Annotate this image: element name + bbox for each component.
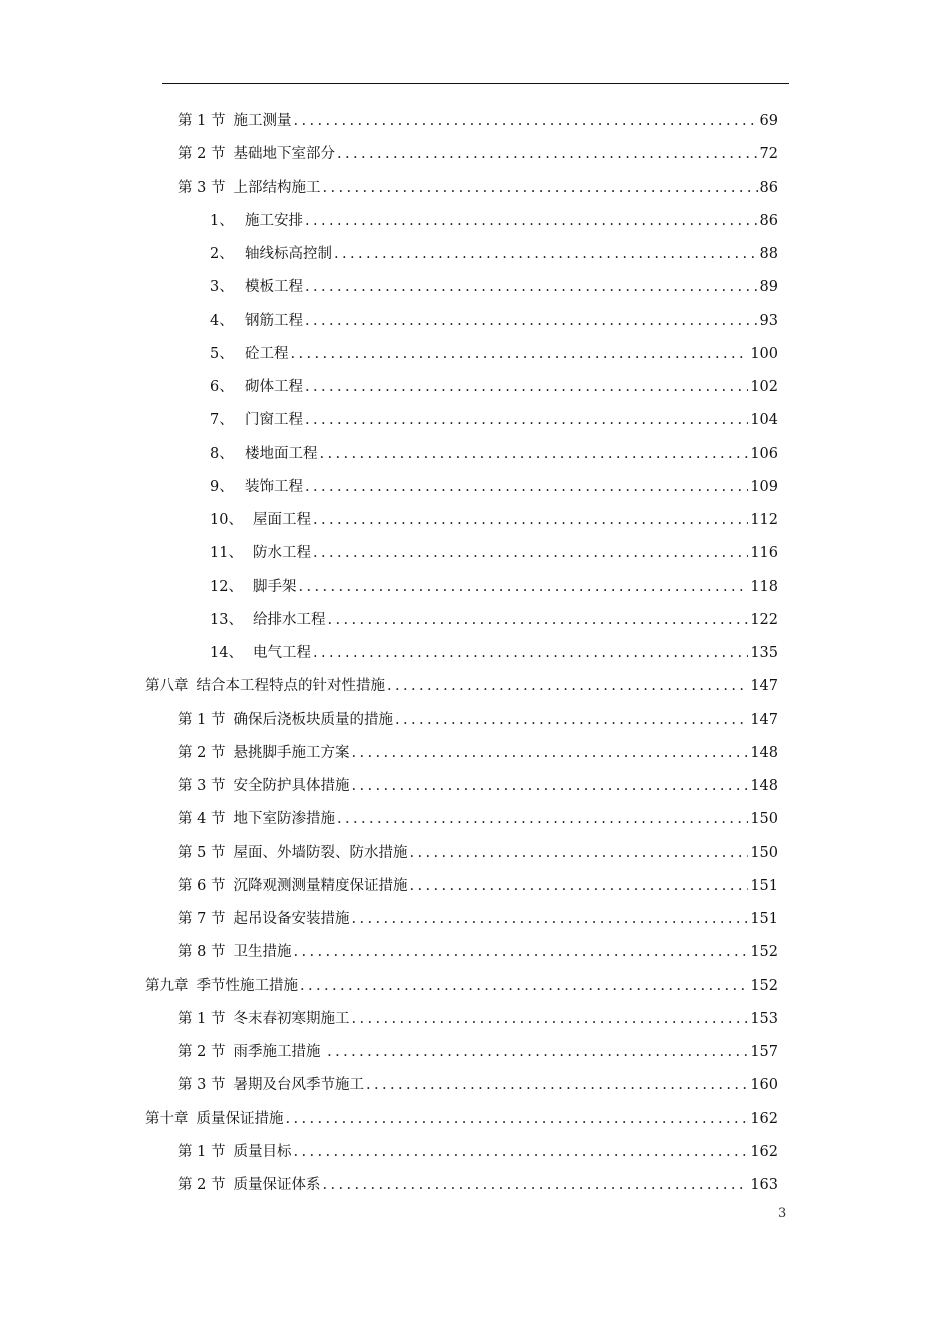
header-rule xyxy=(162,83,789,84)
toc-entry-title: 沉降观测测量精度保证措施 xyxy=(233,877,408,894)
toc-dot-leader xyxy=(409,837,748,870)
toc-entry[interactable] xyxy=(210,571,778,604)
toc-entry[interactable] xyxy=(210,471,778,504)
toc-entry-title: 给排水工程 xyxy=(253,611,326,628)
toc-entry-number: 12、 xyxy=(210,578,243,595)
toc-entry-page: 151 xyxy=(750,911,778,927)
toc-entry[interactable] xyxy=(145,670,778,703)
toc-entry-number: 1、 xyxy=(210,212,234,229)
toc-entry[interactable] xyxy=(178,737,778,770)
toc-dot-leader xyxy=(328,604,749,637)
toc-entry-title: 屋面、外墙防裂、防水措施 xyxy=(233,844,408,861)
toc-entry-page: 106 xyxy=(750,445,778,462)
toc-entry-page: 88 xyxy=(759,246,778,262)
toc-dot-leader xyxy=(351,737,748,770)
toc-dot-leader xyxy=(387,670,748,703)
toc-entry-title: 钢筋工程 xyxy=(245,312,303,329)
toc-entry[interactable] xyxy=(178,870,778,903)
toc-entry-title: 卫生措施 xyxy=(233,944,292,961)
toc-dot-leader xyxy=(334,238,758,271)
toc-entry-page: 162 xyxy=(750,1110,778,1127)
toc-dot-leader xyxy=(395,704,748,737)
toc-entry-page: 102 xyxy=(750,379,778,395)
toc-entry-title: 装饰工程 xyxy=(245,478,303,495)
toc-entry[interactable] xyxy=(178,837,778,870)
toc-entry-number: 第 2 节 xyxy=(178,1177,226,1193)
toc-entry-number: 第九章 xyxy=(145,977,189,994)
toc-entry-number: 11、 xyxy=(210,545,243,562)
toc-entry-page: 152 xyxy=(750,977,778,994)
toc-dot-leader xyxy=(366,1069,748,1102)
toc-entry-title: 防水工程 xyxy=(253,545,311,562)
toc-entry-title: 上部结构施工 xyxy=(233,179,321,196)
toc-entry-title: 安全防护具体措施 xyxy=(233,778,350,794)
toc-dot-leader xyxy=(305,404,748,437)
toc-entry-page: 163 xyxy=(750,1177,778,1193)
toc-entry[interactable] xyxy=(178,1136,778,1169)
toc-entry-number: 第 1 节 xyxy=(178,1010,226,1027)
toc-dot-leader xyxy=(351,770,748,803)
toc-dot-leader xyxy=(313,537,748,570)
toc-entry-number: 3、 xyxy=(210,279,234,296)
toc-entry[interactable] xyxy=(210,205,778,238)
toc-entry-title: 冬末春初寒期施工 xyxy=(233,1010,350,1027)
toc-dot-leader xyxy=(305,305,758,338)
page-number: 3 xyxy=(778,1206,787,1221)
toc-entry-page: 122 xyxy=(750,611,778,628)
toc-entry-number: 14、 xyxy=(210,645,243,661)
toc-entry-number: 6、 xyxy=(210,379,234,395)
toc-entry[interactable] xyxy=(210,271,778,304)
toc-dot-leader xyxy=(351,1003,748,1036)
toc-entry-title: 屋面工程 xyxy=(253,512,311,528)
toc-entry-page: 112 xyxy=(750,512,778,528)
toc-entry-title: 确保后浇板块质量的措施 xyxy=(233,711,393,728)
toc-entry-page: 148 xyxy=(750,778,778,794)
toc-entry-number: 第 2 节 xyxy=(178,744,226,761)
toc-dot-leader xyxy=(320,438,749,471)
toc-entry-page: 150 xyxy=(750,811,778,828)
toc-entry-title: 门窗工程 xyxy=(245,412,303,429)
toc-entry-number: 9、 xyxy=(210,478,234,495)
toc-entry-page: 147 xyxy=(750,678,778,695)
toc-entry-number: 第 3 节 xyxy=(178,1077,226,1094)
toc-entry[interactable] xyxy=(178,1169,778,1202)
toc-entry-number: 第 1 节 xyxy=(178,711,226,728)
toc-entry-number: 第八章 xyxy=(145,678,189,695)
toc-entry-page: 160 xyxy=(750,1077,778,1094)
toc-entry-number: 5、 xyxy=(210,345,234,362)
toc-entry-page: 104 xyxy=(750,412,778,429)
toc-entry-title: 轴线标高控制 xyxy=(245,246,332,262)
toc-dot-leader xyxy=(322,172,757,205)
toc-entry-page: 93 xyxy=(759,312,778,329)
toc-entry[interactable] xyxy=(178,936,778,969)
toc-entry-number: 第 2 节 xyxy=(178,146,226,163)
toc-entry-page: 118 xyxy=(750,578,778,595)
toc-entry-title: 结合本工程特点的针对性措施 xyxy=(196,678,385,695)
toc-dot-leader xyxy=(337,803,748,836)
toc-entry-page: 157 xyxy=(750,1044,778,1060)
toc-entry-title: 雨季施工措施 xyxy=(233,1044,326,1060)
toc-entry-title: 电气工程 xyxy=(253,645,311,661)
toc-dot-leader xyxy=(293,1136,748,1169)
toc-entry-page: 135 xyxy=(750,645,778,661)
toc-entry-number: 第 8 节 xyxy=(178,944,226,961)
toc-entry-page: 162 xyxy=(750,1143,778,1160)
toc-entry[interactable] xyxy=(178,138,778,171)
toc-dot-leader xyxy=(327,1036,748,1069)
toc-entry-title: 悬挑脚手施工方案 xyxy=(233,744,350,761)
toc-entry-page: 72 xyxy=(759,146,778,163)
toc-entry-number: 第 5 节 xyxy=(178,844,226,861)
toc-entry-title: 楼地面工程 xyxy=(245,445,318,462)
toc-entry-page: 89 xyxy=(759,279,778,296)
toc-entry[interactable] xyxy=(210,504,778,537)
toc-entry-title: 质量目标 xyxy=(233,1143,292,1160)
toc-entry[interactable] xyxy=(178,1069,778,1102)
toc-dot-leader xyxy=(313,504,748,537)
toc-entry-page: 69 xyxy=(759,113,778,129)
toc-dot-leader xyxy=(305,205,758,238)
toc-entry-title: 基础地下室部分 xyxy=(233,146,335,163)
toc-dot-leader xyxy=(351,903,748,936)
toc-dot-leader xyxy=(305,371,748,404)
toc-entry-title: 模板工程 xyxy=(245,279,303,296)
toc-entry-number: 第 4 节 xyxy=(178,811,226,828)
toc-dot-leader xyxy=(293,936,748,969)
toc-entry[interactable] xyxy=(178,903,778,936)
toc-entry[interactable] xyxy=(210,305,778,338)
toc-entry[interactable] xyxy=(210,604,778,637)
toc-dot-leader xyxy=(313,637,748,670)
toc-entry-page: 86 xyxy=(759,179,778,196)
toc-entry[interactable] xyxy=(210,238,778,271)
toc-entry-title: 施工安排 xyxy=(245,212,303,229)
toc-entry-number: 第 1 节 xyxy=(178,1143,226,1160)
toc-entry-page: 151 xyxy=(750,877,778,894)
toc-dot-leader xyxy=(305,271,758,304)
toc-entry[interactable] xyxy=(145,1103,778,1136)
toc-entry[interactable] xyxy=(178,172,778,205)
toc-entry-page: 109 xyxy=(750,478,778,495)
toc-entry[interactable] xyxy=(210,438,778,471)
toc-entry-page: 150 xyxy=(750,844,778,861)
toc-dot-leader xyxy=(305,471,748,504)
toc-entry-number: 8、 xyxy=(210,445,234,462)
toc-entry-title: 砼工程 xyxy=(245,345,289,362)
toc-entry[interactable] xyxy=(178,803,778,836)
toc-entry-number: 2、 xyxy=(210,246,234,262)
toc-entry-title: 砌体工程 xyxy=(245,379,303,395)
toc-entry-number: 第 6 节 xyxy=(178,877,226,894)
toc-entry-number: 第 3 节 xyxy=(178,778,226,794)
toc-entry[interactable] xyxy=(178,770,778,803)
toc-entry-number: 第 2 节 xyxy=(178,1044,226,1060)
toc-entry-title: 季节性施工措施 xyxy=(196,977,298,994)
toc-entry-page: 153 xyxy=(750,1010,778,1027)
toc-entry-page: 147 xyxy=(750,711,778,728)
toc-entry[interactable] xyxy=(178,105,778,138)
toc-dot-leader xyxy=(300,970,748,1003)
toc-dot-leader xyxy=(293,105,757,138)
toc-entry-number: 第 3 节 xyxy=(178,179,226,196)
toc-entry-title: 地下室防渗措施 xyxy=(233,811,335,828)
toc-dot-leader xyxy=(299,571,749,604)
toc-entry[interactable] xyxy=(178,1036,778,1069)
toc-entry-title: 起吊设备安装措施 xyxy=(233,911,350,927)
toc-entry[interactable] xyxy=(210,371,778,404)
toc-entry-number: 第 1 节 xyxy=(178,113,226,129)
toc-entry-title: 脚手架 xyxy=(253,578,297,595)
toc-entry-number: 13、 xyxy=(210,611,243,628)
toc-entry-number: 4、 xyxy=(210,312,234,329)
toc-entry-number: 第 7 节 xyxy=(178,911,226,927)
toc-entry-number: 7、 xyxy=(210,412,234,429)
toc-entry-page: 152 xyxy=(750,944,778,961)
toc-entry[interactable] xyxy=(210,338,778,371)
toc-entry[interactable] xyxy=(178,704,778,737)
toc-dot-leader xyxy=(286,1103,749,1136)
toc-entry-page: 86 xyxy=(759,212,778,229)
toc-dot-leader xyxy=(337,138,758,171)
toc-dot-leader xyxy=(322,1169,748,1202)
toc-entry[interactable] xyxy=(210,637,778,670)
toc-entry-page: 148 xyxy=(750,744,778,761)
toc-entry[interactable] xyxy=(210,404,778,437)
toc-entry-number: 10、 xyxy=(210,512,243,528)
toc-dot-leader xyxy=(409,870,748,903)
toc-entry-title: 质量保证措施 xyxy=(196,1110,284,1127)
toc-dot-leader xyxy=(291,338,749,371)
toc-entry-title: 施工测量 xyxy=(233,113,292,129)
toc-entry-title: 质量保证体系 xyxy=(233,1177,321,1193)
toc-entry[interactable] xyxy=(178,1003,778,1036)
toc-entry[interactable] xyxy=(210,537,778,570)
toc-entry[interactable] xyxy=(145,970,778,1003)
toc-entry-title: 暑期及台风季节施工 xyxy=(233,1077,364,1094)
toc-entry-page: 116 xyxy=(750,545,778,562)
toc-entry-number: 第十章 xyxy=(145,1110,189,1127)
toc-entry-page: 100 xyxy=(750,345,778,362)
